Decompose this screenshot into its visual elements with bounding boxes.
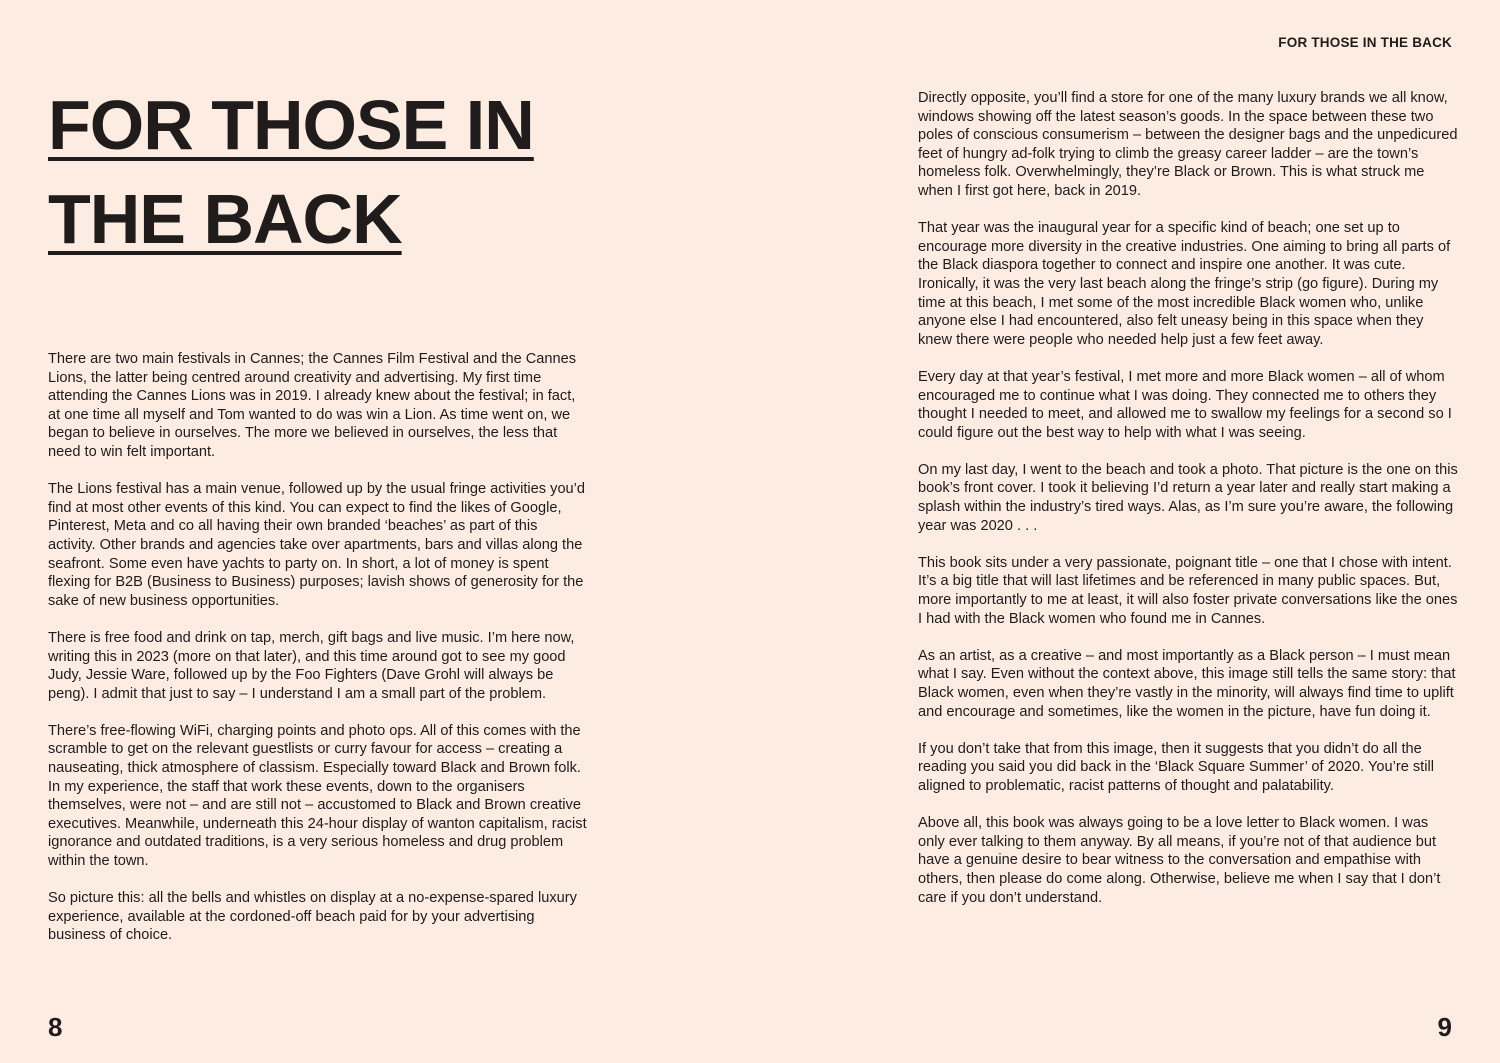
paragraph: The Lions festival has a main venue, followed up by the usual fringe activities you’d find at most other events of this kind. You can expect to find the likes of Google, Pinterest, Meta and co all having their own branded ‘beaches’ as part of this activity. Other brands and agencies take over apartments, bars and villas along the seafront. Some even have yachts to party on. In short, a lot of money is spent flexing for B2B (Business to Business) purposes; lavish shows of generosity for the sake of new business opportunities. [48,481,586,609]
paragraph: Directly opposite, you’ll find a store for one of the many luxury brands we all know, windows showing off the latest season’s goods. In the space between these two poles of conscious consumerism – between the designer bags and the unpedicured feet of hungry ad-folk trying to climb the greasy career ladder – are the town’s homeless folk. Overwhelmingly, they’re Black or Brown. This is what struck me when I first got here, back in 2019. [918,90,1458,199]
paragraph: If you don’t take that from this image, then it suggests that you didn’t do all the reading you said you did back in the ‘Black Square Summer’ of 2020. You’re still aligned to problematic, racist patterns of thought and palatability. [918,740,1434,794]
paragraph: This book sits under a very passionate, poignant title – one that I chose with intent. It’s a big title that will last lifetimes and be referenced in many public spaces. But, more importantly to me at least, it will also foster private conversations like the ones I had with the Black women who found me in Cannes. [918,554,1458,627]
paragraph: There are two main festivals in Cannes; the Cannes Film Festival and the Cannes Lions, the latter being centred around creativity and advertising. My first time attending the Cannes Lions was in 2019. I already knew about the festival; in fact, at one time all myself and Tom wanted to do was win a Lion. As time went on, we began to believe in ourselves. The more we believed in ourselves, the less that need to win felt important. [48,351,577,460]
page-number-left: 8 [48,1012,63,1042]
paragraph: On my last day, I went to the beach and took a photo. That picture is the one on this book’s front cover. I took it believing I’d return a year later and really start making a splash within the industry’s tired ways. Alas, as I’m sure you’re aware, the following year was 2020 . . . [918,461,1458,534]
paragraph: There is free food and drink on tap, merch, gift bags and live music. I’m here now, writing this in 2023 (more on that later), and this time around got to see my good Judy, Jessie Ware, followed up by the Foo Fighters (Dave Grohl will always be peng). I admit that just to say – I understand I am a small part of the problem. [48,629,575,702]
paragraph: So picture this: all the bells and whistles on display at a no-expense-spared luxury experience, available at the cordoned-off beach paid for by your advertising business of choice. [48,890,577,944]
paragraph: Every day at that year’s festival, I met more and more Black women – all of whom encouraged me to continue what I was doing. They connected me to others they thought I needed to meet, and allowed me to swallow my feelings for a second so I could figure out the best way to help with what I was seeing. [918,368,1452,441]
title-line-1: FOR THOSE IN [48,86,534,164]
page-number-right: 9 [1437,1012,1452,1042]
page-title [48,78,668,266]
paragraph: There’s free-flowing WiFi, charging points and photo ops. All of this comes with the scramble to get on the relevant guestlists or curry favour for access – creating a nauseating, thick atmosphere of classism. Especially toward Black and Brown folk. In my experience, the staff that work these events, down to the organisers themselves, were not – and are still not – accustomed to Black and Brown creative executives. Meanwhile, underneath this 24-hour display of wanton capitalism, racist ignorance and outdated traditions, is a very serious homeless and drug problem within the town. [48,722,587,870]
running-header: FOR THOSE IN THE BACK [1278,35,1452,50]
paragraph: Above all, this book was always going to be a love letter to Black women. I was only ever talking to them anyway. By all means, if you’re not of that audience but have a genuine desire to bear witness to the conversation and empathise with others, then please do come along. Otherwise, believe me when I say that I don’t care if you don’t understand. [918,815,1441,906]
right-column [918,89,1458,926]
paragraph: That year was the inaugural year for a specific kind of beach; one set up to encourage more diversity in the creative industries. One aiming to bring all parts of the Black diaspora together to connect and inspire one another. It was cute. Ironically, it was the very last beach along the fringe’s strip (go figure). During my time at this beach, I met some of the most incredible Black women who, unlike anyone else I had encountered, also felt uneasy being in this space when they knew there were people who needed help just a few feet away. [918,220,1451,348]
left-column [48,350,588,964]
title-line-2: THE BACK [48,180,402,258]
paragraph: As an artist, as a creative – and most importantly as a Black person – I must mean what I say. Even without the context above, this image still tells the same story: that Black women, even when they’re vastly in the minority, will always find time to uplift and encourage and sometimes, like the women in the picture, have fun doing it. [918,647,1456,720]
